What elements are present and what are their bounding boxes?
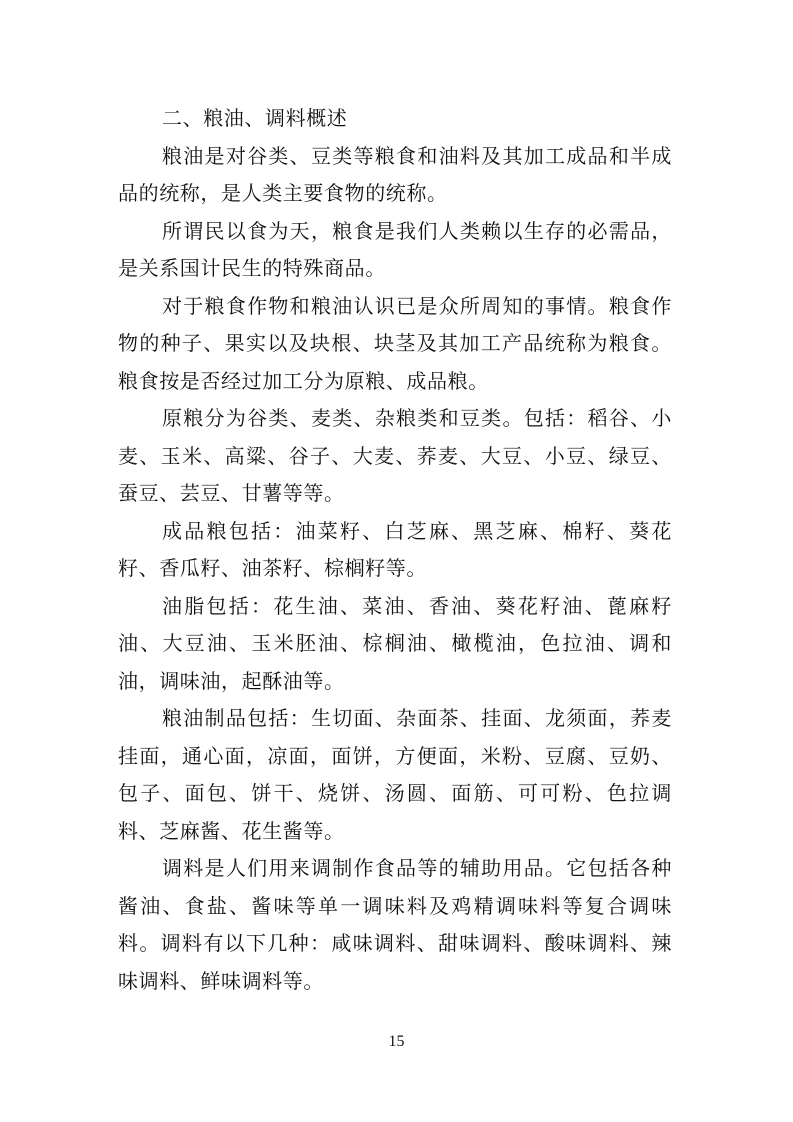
paragraph-food-importance: 所谓民以食为天，粮食是我们人类赖以生存的必需品，是关系国计民生的特殊商品。 xyxy=(118,218,672,280)
paragraph-grain-classification: 对于粮食作物和粮油认识已是众所周知的事情。粮食作物的种子、果实以及块根、块茎及其加工产品统称为粮食。粮食按是否经过加工分为原粮、成品粮。 xyxy=(118,293,672,393)
paragraph-seasonings: 调料是人们用来调制作食品等的辅助用品。它包括各种酱油、食盐、酱味等单一调味料及鸡精调味料等复合调味料。调料有以下几种：咸味调料、甜味调料、酸味调料、辣味调料、鲜味调料等。 xyxy=(118,856,672,993)
paragraph-oils: 油脂包括：花生油、菜油、香油、葵花籽油、蓖麻籽油、大豆油、玉米胚油、棕榈油、橄榄油，色拉油、调和油，调味油，起酥油等。 xyxy=(118,593,672,693)
document-body xyxy=(118,100,672,1000)
paragraph-grain-oil-definition: 粮油是对谷类、豆类等粮食和油料及其加工成品和半成品的统称，是人类主要食物的统称。 xyxy=(118,143,672,205)
section-heading: 二、粮油、调料概述 xyxy=(162,106,348,130)
paragraph-grain-products: 粮油制品包括：生切面、杂面茶、挂面、龙须面，荞麦挂面，通心面，凉面，面饼，方便面，米粉、豆腐、豆奶、包子、面包、饼干、烧饼、汤圆、面筋、可可粉、色拉调料、芝麻酱、花生酱等。 xyxy=(118,706,672,843)
paragraph-raw-grain: 原粮分为谷类、麦类、杂粮类和豆类。包括：稻谷、小麦、玉米、高粱、谷子、大麦、荞麦、大豆、小豆、绿豆、蚕豆、芸豆、甘薯等等。 xyxy=(118,406,672,505)
paragraph-finished-grain: 成品粮包括：油菜籽、白芝麻、黑芝麻、棉籽、葵花籽、香瓜籽、油茶籽、棕榈籽等。 xyxy=(118,518,672,580)
page-number: 15 xyxy=(388,1033,405,1050)
